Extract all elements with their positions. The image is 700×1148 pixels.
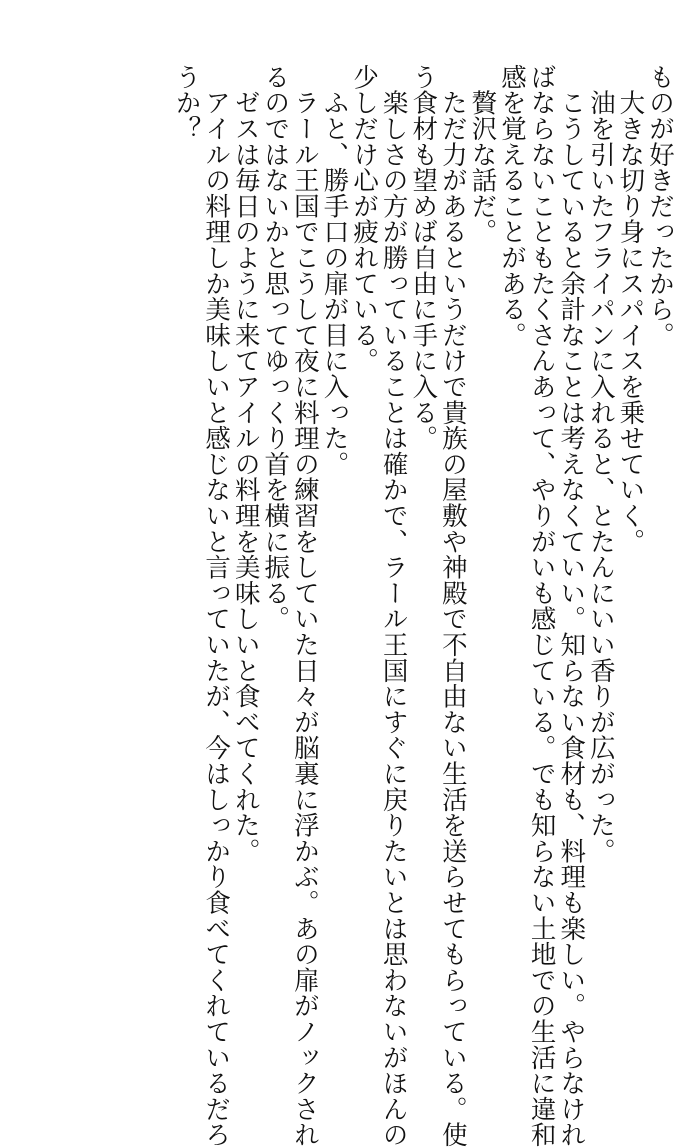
text-line: るのではないかと思ってゆっくり首を横に振る。: [260, 64, 291, 632]
text-line: う食材も望めば自由に手に入る。: [408, 64, 439, 451]
text-line: 大きな切り身にスパイスを乗せていく。: [615, 64, 646, 555]
text-line: 少しだけ心が疲れている。: [349, 64, 380, 374]
text-line: 感を覚えることがある。: [497, 64, 528, 348]
text-line: 贅沢な話だ。: [467, 64, 498, 245]
text-line: ばならないこともたくさんあって、やりがいも感じている。でも知らない土地での生活に違和: [526, 64, 557, 1148]
text-line: ただ力があるというだけで貴族の屋敷や神殿で不自由ない生活を送らせてもらっている。使: [437, 64, 468, 1148]
text-line: 楽しさの方が勝っていることは確かで、ラール王国にすぐに戻りたいとは思わないがほんの: [378, 64, 409, 1148]
text-line: ゼスは毎日のように来てアイルの料理を美味しいと食べてくれた。: [230, 64, 261, 864]
text-line: ものが好きだったから。: [645, 64, 675, 348]
text-line: ラール王国でこうして夜に料理の練習をしていた日々が脳裏に浮かぶ。あの扉がノックされ: [289, 64, 320, 1148]
text-line: アイルの料理しか美味しいと感じないと言っていたが、今はしっかり食べてくれているだろ: [201, 64, 232, 1148]
vertical-text-body: [171, 64, 675, 1148]
text-line: 油を引いたフライパンに入れると、とたんにいい香りが広がった。: [585, 64, 616, 864]
text-line: ふと、勝手口の扉が目に入った。: [319, 64, 350, 477]
text-line: うか？: [171, 64, 202, 142]
text-line: こうしていると余計なことは考えなくていい。知らない食材も、料理も楽しい。やらなけれ: [556, 64, 587, 1148]
